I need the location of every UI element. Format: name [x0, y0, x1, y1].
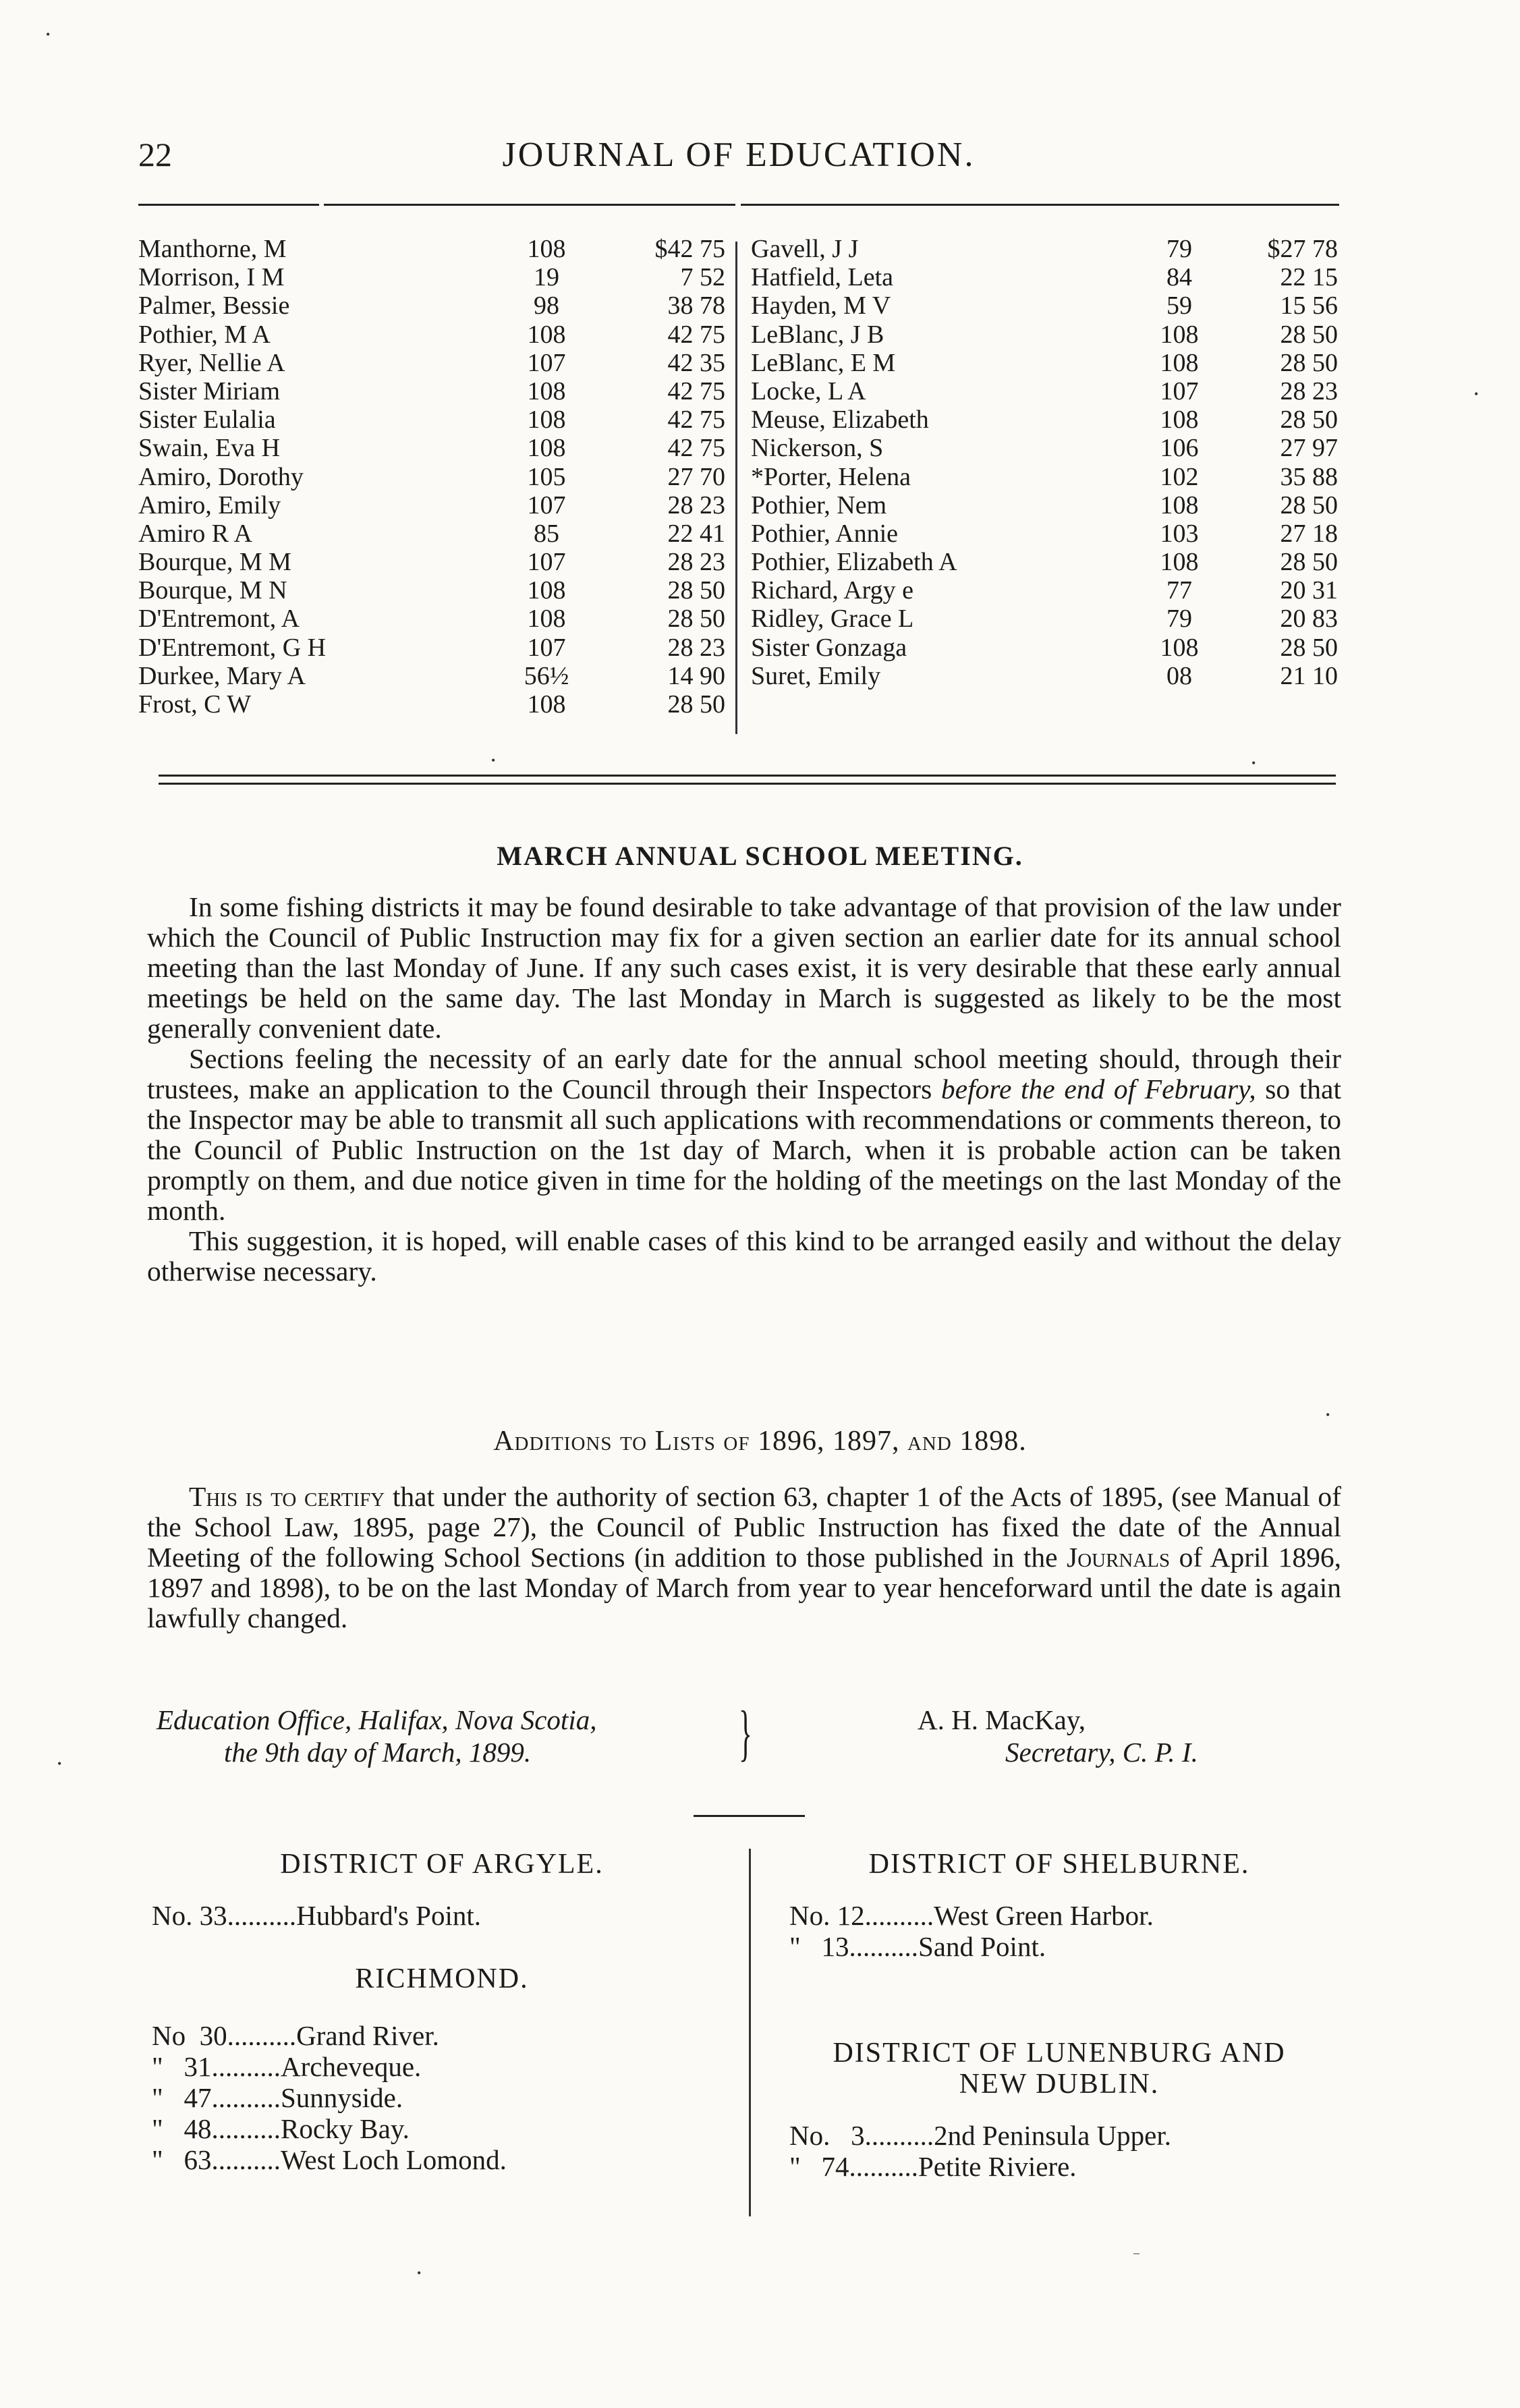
secretary-title: Secretary, C. P. I.	[1005, 1737, 1198, 1768]
payment-amount: 21 10	[1280, 661, 1338, 690]
days-taught: 108	[1160, 633, 1199, 662]
additions-subhead: Additions to Lists of 1896, 1897, and 1898.	[493, 1426, 1027, 1457]
teacher-name: Frost, C W	[138, 690, 252, 719]
journal-title: JOURNAL OF EDUCATION.	[502, 136, 976, 174]
section-entry	[152, 2020, 732, 2051]
payment-row	[751, 349, 1338, 377]
payment-row	[751, 463, 1338, 491]
section-rule	[694, 1815, 805, 1817]
payment-row	[138, 235, 725, 263]
payment-row	[751, 662, 1338, 690]
section-number: No 30	[152, 2020, 227, 2051]
payment-row	[751, 576, 1338, 605]
teacher-name: Pothier, Nem	[751, 491, 887, 520]
argyle-heading: DISTRICT OF ARGYLE.	[280, 1849, 604, 1880]
paragraph-2-text-b: so that the Inspector may be able to transmit all such applications with recommendations or comments thereon, to the Council of Public Instruction on the 1st day of March, when it is probable action can be taken promptly on them, and due notice given in time for the holding of the meetings on the last Monday of the month.	[147, 1073, 1341, 1226]
section-name: Grand River.	[296, 2020, 439, 2051]
days-taught: 108	[527, 690, 566, 719]
days-taught: 107	[527, 491, 566, 520]
section-entry	[152, 2082, 732, 2113]
payment-amount: $42 75	[654, 235, 725, 263]
days-taught: 108	[1160, 348, 1199, 377]
article-body	[147, 892, 1341, 1287]
column-divider	[735, 242, 737, 734]
lunenburg-heading-line-1: DISTRICT OF LUNENBURG AND	[833, 2038, 1286, 2069]
print-speck: •	[1251, 756, 1256, 770]
certify-paragraph	[147, 1482, 1341, 1633]
payment-amount: 28 50	[667, 576, 725, 605]
district-richmond	[152, 1963, 732, 2175]
teacher-name: Manthorne, M	[138, 235, 287, 263]
section-name: Sand Point.	[918, 1931, 1046, 1962]
paragraph-2-italic: before the end of February,	[940, 1073, 1256, 1104]
dot-leader: ..........	[211, 2051, 281, 2082]
days-taught: 79	[1166, 235, 1192, 263]
teacher-name: Locke, L A	[751, 376, 866, 405]
payment-row	[751, 605, 1338, 633]
payment-amount: 42 75	[667, 376, 725, 405]
days-taught: 108	[1160, 405, 1199, 435]
districts-divider	[749, 1849, 751, 2216]
section-number: " 31	[152, 2051, 212, 2082]
dot-leader: ..........	[849, 2151, 918, 2182]
payment-amount: 35 88	[1280, 462, 1338, 491]
payment-row	[138, 662, 725, 690]
payment-amount: 28 23	[667, 548, 725, 577]
section-number: " 13	[789, 1931, 849, 1962]
lunenburg-heading-line-2: NEW DUBLIN.	[959, 2069, 1160, 2100]
payment-row	[751, 434, 1338, 462]
paragraph-2-text-a: Sections feeling the necessity of an early date for the annual school meeting should, through their trustees, make an application to the Council through their Inspectors	[147, 1043, 1341, 1104]
teacher-name: Bourque, M M	[138, 548, 291, 577]
section-number: No. 33	[152, 1900, 227, 1931]
payment-row	[751, 320, 1338, 349]
payment-amount: 15 56	[1280, 291, 1338, 320]
payment-row	[138, 463, 725, 491]
double-rule-bottom	[159, 783, 1336, 785]
days-taught: 102	[1160, 462, 1199, 491]
days-taught: 103	[1160, 519, 1199, 548]
payment-row	[138, 377, 725, 405]
days-taught: 85	[534, 519, 559, 548]
teacher-name: Sister Eulalia	[138, 405, 276, 435]
dot-leader: ..........	[864, 2120, 934, 2151]
section-number: " 63	[152, 2144, 212, 2175]
payment-amount: 28 23	[667, 633, 725, 662]
days-taught: 108	[1160, 320, 1199, 349]
dot-leader: ..........	[849, 1931, 918, 1962]
days-taught: 108	[1160, 491, 1199, 520]
teacher-name: D'Entremont, A	[138, 605, 300, 634]
article-heading: MARCH ANNUAL SCHOOL MEETING.	[497, 841, 1023, 871]
teacher-name: Swain, Eva H	[138, 434, 281, 463]
days-taught: 08	[1166, 661, 1192, 690]
section-entry	[769, 1931, 1349, 1962]
dot-leader: ..........	[864, 1900, 934, 1931]
section-entry	[769, 1900, 1349, 1931]
section-name: West Loch Lomond.	[281, 2144, 507, 2175]
payment-amount: 7 52	[680, 263, 725, 292]
teacher-name: Suret, Emily	[751, 661, 881, 690]
office-line-1: Education Office, Halifax, Nova Scotia,	[157, 1704, 597, 1735]
payment-row	[751, 291, 1338, 320]
payment-amount: 38 78	[667, 291, 725, 320]
payment-row	[138, 349, 725, 377]
payment-row	[138, 491, 725, 520]
days-taught: 108	[527, 235, 566, 263]
section-name: Archeveque.	[281, 2051, 422, 2082]
office-line-2: the 9th day of March, 1899.	[224, 1737, 532, 1768]
days-taught: 56½	[524, 661, 569, 690]
running-head	[138, 135, 1339, 175]
dot-leader: ..........	[227, 1900, 297, 1931]
days-taught: 79	[1166, 605, 1192, 634]
days-taught: 107	[527, 348, 566, 377]
payment-row	[751, 377, 1338, 405]
certify-body	[147, 1482, 1341, 1633]
payment-row	[138, 520, 725, 548]
teacher-name: Gavell, J J	[751, 235, 859, 263]
secretary-name: A. H. MacKay,	[918, 1704, 1086, 1735]
teacher-name: D'Entremont, G H	[138, 633, 327, 662]
payment-amount: 14 90	[667, 661, 725, 690]
dot-leader: ..........	[211, 2113, 281, 2144]
payment-row	[751, 491, 1338, 520]
section-entry	[152, 2144, 732, 2175]
signature-office	[157, 1698, 764, 1768]
payment-row	[138, 548, 725, 576]
print-speck: •	[57, 1757, 62, 1770]
payment-row	[751, 405, 1338, 434]
print-speck: •	[1474, 387, 1479, 401]
print-speck: •	[491, 754, 496, 767]
shelburne-entries	[769, 1900, 1349, 1962]
payment-amount: 28 23	[667, 491, 725, 520]
days-taught: 107	[1160, 376, 1199, 405]
payment-row	[138, 605, 725, 633]
payment-row	[138, 320, 725, 349]
payment-amount: 42 35	[667, 348, 725, 377]
payment-amount: $27 78	[1267, 235, 1338, 263]
teacher-name: Amiro, Emily	[138, 491, 281, 520]
payment-row	[138, 263, 725, 291]
shelburne-heading: DISTRICT OF SHELBURNE.	[868, 1849, 1250, 1880]
teacher-name: LeBlanc, E M	[751, 348, 896, 377]
section-name: 2nd Peninsula Upper.	[934, 2120, 1171, 2151]
section-entry	[152, 1900, 732, 1931]
dot-leader: ..........	[227, 2020, 297, 2051]
payment-amount: 22 41	[667, 519, 725, 548]
section-entry	[769, 2120, 1349, 2151]
days-taught: 108	[527, 320, 566, 349]
payment-amount: 27 97	[1280, 434, 1338, 463]
payment-row	[138, 690, 725, 719]
certify-text-a: that under the authority of section 63, chapter 1 of the Acts of 1895, (see Manual of the School Law, 1895, page 27), the Council of Public Instruction has fixed the date of the Annual Meeting of the following School Sections (in addition to those published in the	[147, 1481, 1341, 1573]
payment-column-left	[138, 235, 725, 719]
teacher-name: LeBlanc, J B	[751, 320, 884, 349]
head-rule-middle	[324, 204, 735, 206]
days-taught: 108	[527, 576, 566, 605]
teacher-name: Hayden, M V	[751, 291, 891, 320]
payment-column-right	[751, 235, 1338, 690]
days-taught: 108	[527, 605, 566, 634]
teacher-name: Pothier, M A	[138, 320, 271, 349]
days-taught: 59	[1166, 291, 1192, 320]
teacher-name: Pothier, Elizabeth A	[751, 548, 957, 577]
district-shelburne	[769, 1849, 1349, 1962]
payment-amount: 28 50	[1280, 348, 1338, 377]
signature-secretary	[918, 1704, 1322, 1768]
brace-mark: }	[739, 1698, 752, 1767]
teacher-name: Amiro R A	[138, 519, 252, 548]
teacher-name: Palmer, Bessie	[138, 291, 290, 320]
payment-row	[751, 263, 1338, 291]
print-speck: –	[1133, 2246, 1139, 2260]
print-speck: •	[1326, 1408, 1330, 1422]
payment-amount: 28 50	[1280, 491, 1338, 520]
teacher-name: Hatfield, Leta	[751, 263, 894, 292]
payment-row	[751, 634, 1338, 662]
teacher-name: Sister Miriam	[138, 376, 281, 405]
section-number: " 48	[152, 2113, 212, 2144]
teacher-name: Meuse, Elizabeth	[751, 405, 929, 435]
payment-amount: 28 50	[1280, 405, 1338, 435]
section-number: No. 3	[789, 2120, 865, 2151]
days-taught: 105	[527, 462, 566, 491]
payment-amount: 28 50	[1280, 548, 1338, 577]
teacher-name: Ridley, Grace L	[751, 605, 914, 634]
certify-text-b: of April 1896, 1897 and 1898), to be on the last Monday of March from year to year henceforward until the date is again lawfully changed.	[147, 1542, 1341, 1633]
payment-table	[138, 235, 1346, 734]
days-taught: 107	[527, 548, 566, 577]
payment-amount: 28 23	[1280, 376, 1338, 405]
certify-lead: This is to certify	[189, 1481, 385, 1512]
payment-row	[138, 291, 725, 320]
section-entry	[152, 2051, 732, 2082]
section-entry	[152, 2113, 732, 2144]
head-rule-left	[138, 204, 319, 206]
teacher-name: Nickerson, S	[751, 434, 884, 463]
section-entry	[769, 2151, 1349, 2182]
section-name: Sunnyside.	[281, 2082, 403, 2113]
teacher-name: *Porter, Helena	[751, 462, 911, 491]
section-name: Rocky Bay.	[281, 2113, 410, 2144]
days-taught: 77	[1166, 576, 1192, 605]
payment-amount: 28 50	[1280, 633, 1338, 662]
print-speck: •	[46, 28, 51, 41]
days-taught: 106	[1160, 434, 1199, 463]
payment-amount: 42 75	[667, 320, 725, 349]
richmond-heading: RICHMOND.	[355, 1963, 529, 1994]
payment-amount: 28 50	[667, 605, 725, 634]
payment-amount: 27 18	[1280, 519, 1338, 548]
days-taught: 19	[534, 263, 559, 292]
richmond-entries	[152, 2020, 732, 2175]
payment-amount: 42 75	[667, 434, 725, 463]
teacher-name: Durkee, Mary A	[138, 661, 306, 690]
days-taught: 108	[527, 434, 566, 463]
days-taught: 107	[527, 633, 566, 662]
district-lunenburg	[769, 2038, 1349, 2182]
payment-row	[751, 520, 1338, 548]
payment-amount: 42 75	[667, 405, 725, 435]
days-taught: 98	[534, 291, 559, 320]
payment-amount: 28 50	[1280, 320, 1338, 349]
payment-row	[751, 235, 1338, 263]
print-speck: •	[417, 2266, 422, 2280]
days-taught: 108	[527, 376, 566, 405]
payment-row	[138, 634, 725, 662]
teacher-name: Richard, Argy e	[751, 576, 913, 605]
payment-row	[138, 576, 725, 605]
article-paragraph-3: This suggestion, it is hoped, will enable cases of this kind to be arranged easily and without the delay otherwise necessary.	[147, 1225, 1341, 1287]
lunenburg-entries	[769, 2120, 1349, 2182]
teacher-name: Ryer, Nellie A	[138, 348, 285, 377]
teacher-name: Bourque, M N	[138, 576, 287, 605]
payment-amount: 20 83	[1280, 605, 1338, 634]
section-name: Petite Riviere.	[918, 2151, 1077, 2182]
payment-row	[138, 434, 725, 462]
payment-amount: 20 31	[1280, 576, 1338, 605]
payment-amount: 28 50	[667, 690, 725, 719]
section-number: " 74	[789, 2151, 849, 2182]
section-name: Hubbard's Point.	[296, 1900, 481, 1931]
journals-word: Journals	[1067, 1542, 1171, 1573]
payment-row	[138, 405, 725, 434]
days-taught: 108	[1160, 548, 1199, 577]
section-number: No. 12	[789, 1900, 865, 1931]
article-paragraph-2	[147, 1044, 1341, 1226]
days-taught: 108	[527, 405, 566, 435]
section-number: " 47	[152, 2082, 212, 2113]
days-taught: 84	[1166, 263, 1192, 292]
payment-amount: 27 70	[667, 462, 725, 491]
dot-leader: ..........	[211, 2144, 281, 2175]
section-name: West Green Harbor.	[934, 1900, 1154, 1931]
teacher-name: Pothier, Annie	[751, 519, 899, 548]
payment-amount: 22 15	[1280, 263, 1338, 292]
dot-leader: ..........	[211, 2082, 281, 2113]
argyle-entries	[152, 1900, 732, 1931]
double-rule-top	[159, 775, 1336, 777]
head-rule-right	[741, 204, 1339, 206]
page-number: 22	[138, 136, 172, 173]
teacher-name: Morrison, I M	[138, 263, 285, 292]
payment-row	[751, 548, 1338, 576]
article-paragraph-1: In some fishing districts it may be found desirable to take advantage of that provision of the law under which the Council of Public Instruction may fix for a given section an earlier date for its annual school meeting than the last Monday of June. If any such cases exist, it is very desirable that these early annual meetings be held on the same day. The last Monday in March is suggested as likely to be the most generally convenient date.	[147, 891, 1341, 1044]
teacher-name: Amiro, Dorothy	[138, 462, 304, 491]
teacher-name: Sister Gonzaga	[751, 633, 907, 662]
district-argyle	[152, 1849, 732, 1931]
